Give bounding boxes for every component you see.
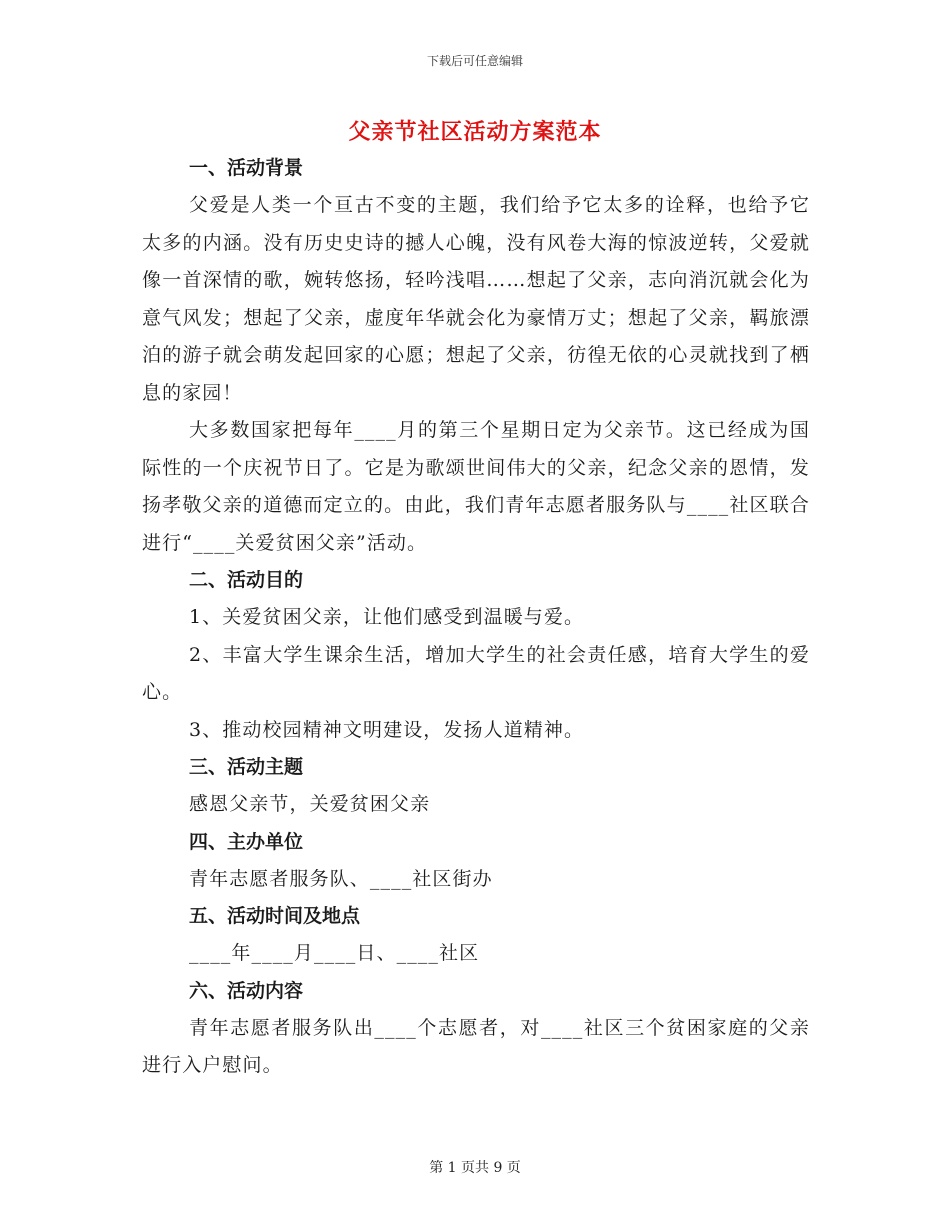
page-number: 第 1 页共 9 页 [429,1160,521,1176]
section-heading-purpose: 二、活动目的 [189,569,304,591]
section-heading-background: 一、活动背景 [189,157,304,179]
body-paragraph: 青年志愿者服务队、____社区街办 [189,867,493,890]
body-paragraph: 感恩父亲节，关爱贫困父亲 [189,793,431,815]
page-header-note: 下载后可任意编辑 [426,54,523,68]
section-heading-theme: 三、活动主题 [189,756,304,778]
body-paragraph: ____年____月____日、____社区 [189,942,480,964]
document-title: 父亲节社区活动方案范本 [348,120,602,145]
list-item: 1、关爱贫困父亲，让他们感受到温暖与爱。 [189,606,585,628]
document-body [142,150,810,1085]
body-paragraph: 大多数国家把每年____月的第三个星期日定为父亲节。这已经成为国际性的一个庆祝节日了。它是为歌颂世间伟大的父亲，纪念父亲的恩情，发扬孝敬父亲的道德而定立的。由此，我们青年志愿者服务队与____社区联合进行“____关爱贫困父亲”活动。 [142,419,810,554]
section-heading-content: 六、活动内容 [189,979,304,1002]
body-paragraph: 青年志愿者服务队出____个志愿者，对____社区三个贫困家庭的父亲进行入户慰问。 [142,1016,810,1076]
body-paragraph: 父爱是人类一个亘古不变的主题，我们给予它太多的诠释，也给予它太多的内涵。没有历史史诗的撼人心魄，没有风卷大海的惊波逆转，父爱就像一首深情的歌，婉转悠扬，轻吟浅唱……想起了父亲，志向消沉就会化为意气风发；想起了父亲，虚度年华就会化为豪情万丈；想起了父亲，羁旅漂泊的游子就会萌发起回家的心愿；想起了父亲，彷徨无依的心灵就找到了栖息的家园！ [142,194,810,404]
section-heading-organizer: 四、主办单位 [189,830,304,853]
section-heading-time-place: 五、活动时间及地点 [189,905,361,927]
list-item: 2、丰富大学生课余生活，增加大学生的社会责任感，培育大学生的爱心。 [142,643,810,703]
list-item: 3、推动校园精神文明建设，发扬人道精神。 [189,718,585,741]
